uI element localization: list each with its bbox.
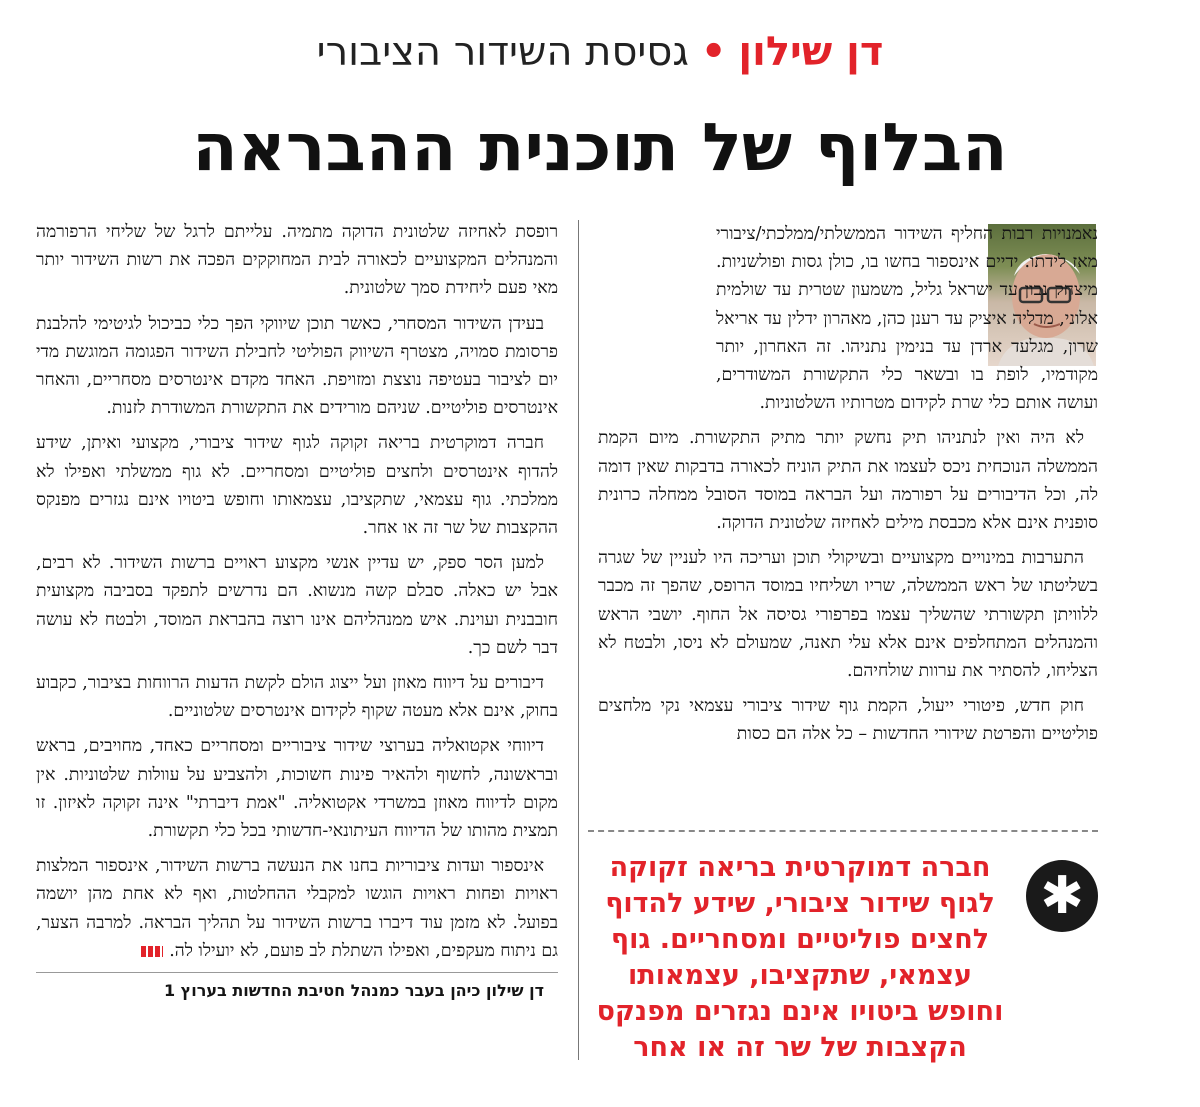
asterisk-icon: ✱ (1026, 860, 1098, 932)
series-title: גסיסת השידור הציבורי (316, 29, 689, 75)
paragraph: חברה דמוקרטית בריאה זקוקה לגוף שידור ציבורי, מקצועי ואיתן, שידע להדוף אינטרסים ולחצים פוליטיים ומסחריים. לא גוף ממשלתי ואפילו לא ממלכתי. גוף עצמאי, שתקציבו, עצמאותו וחופש ביטויו אינם נגזרים מפנקס ההקצבות של שר זה או אחר. (36, 433, 558, 539)
paragraph: חוק חדש, פיטורי ייעול, הקמת גוף שידור ציבורי עצמאי נקי מלחצים פוליטיים והפרטת שידורי החדשות – כל אלה הם כסות (598, 696, 1098, 745)
paragraph: דיבורים על דיווח מאוזן ועל ייצוג הולם לקשת הדעות הרווחות בציבור, כקבוע בחוק, אינם אלא מעטה שקוף לקידום אינטרסים שלטוניים. (36, 673, 558, 722)
paragraph-text: אינספור ועדות ציבוריות בחנו את הנעשה ברשות השידור, אינספור המלצות ראויות ופחות ראויות הוגשו למקבלי ההחלטות, ואף לא אחת מהן יושמה בפועל. לא מזמן עוד דיברו ברשות השידור על תהליך הבראה. למרבה הצער, גם ניתוח מעקפים, ואפילו השתלת לב פועם, לא יועילו לה. (36, 856, 558, 961)
paragraph: נאמנויות רבות החליף השידור הממשלתי/ממלכתי/ציבורי מאז לידתו. ידיים אינספור בחשו בו, כולן גסות ופולשניות. מיצחק נבון עד ישראל גליל, משמעון שטרית עד שולמית אלוני, מדליה איציק עד רענן כהן, מאהרון ידלין עד אריאל שרון, מגלעד ארדן עד בנימין נתניהו. זה האחרון, יותר מקודמיו, לופת בו ובשאר כלי התקשורת המשודרים, ועושה אותם כלי שרת לקידום מטרותיו השלטוניות. (716, 224, 1098, 414)
pullquote: חברה דמוקרטית בריאה זקוקה לגוף שידור ציבורי, שידע להדוף לחצים פוליטיים ומסחריים. גוף עצמאי, שתקציבו, עצמאותו וחופש ביטויו אינם נגזרים מפנקס הקצבות של שר זה או אחר (596, 852, 1004, 1063)
author-bio: דן שילון כיהן בעבר כמנהל חטיבת החדשות בערוץ 1 (36, 972, 558, 1005)
paragraph-last (36, 852, 558, 965)
paragraph: לא היה ואין לנתניהו תיק נחשק יותר מתיק התקשורת. מיום הקמת הממשלה הנוכחית ניכס לעצמו את התיק הוניח לכאורה בדבקות שאין דומה לה, וכל הדיבורים על רפורמה ועל הבראה במוסד הסובל ממחלה כרונית סופנית אינם אלא מכבסת מילים לאחיזה שלטונית הדוקה. (598, 428, 1098, 534)
left-column (36, 218, 558, 1012)
author-name: דן שילון (738, 29, 884, 75)
right-column (598, 220, 1098, 756)
paragraph: דיווחי אקטואליה בערוצי שידור ציבוריים ומסחריים כאחד, מחויבים, בראש ובראשונה, לחשוף ולהאיר פינות חשוכות, ולהצביע על עוולות שלטוניות. אין מקום לדיווח מאוזן במשרדי אקטואליה. "אמת דיברתי" אינה זקוקה לאיזון. זו תמצית מהותו של הדיווח העיתונאי-חדשותי בכל כלי תקשורת. (36, 736, 558, 842)
pullquote-divider (588, 830, 1098, 832)
paragraph: בעידן השידור המסחרי, כאשר תוכן שיווקי הפך כלי כביכול לגיטימי להלבנת פרסומת סמויה, מצטרף השיווק הפוליטי לחבילת השידור הפגומה המוגשת מדי יום לציבור בעטיפה נוצצת ומזויפת. האחד מקדם אינטרסים מסחריים, והאחר אינטרסים פוליטיים. שניהם מורידים את התקשורת המשודרת לזנות. (36, 313, 558, 419)
paragraph: למען הסר ספק, יש עדיין אנשי מקצוע ראויים ברשות השידור. לא רבים, אבל יש כאלה. סבלם קשה מנשוא. הם נדרשים לתפקד בסביבה מקצועית חובבנית ועוינת. איש ממנהליהם אינו רוצה בהבראת המוסד, ולבטח לא עושה דבר לשם כך. (36, 553, 558, 658)
headline: הבלוף של תוכנית ההבראה (192, 109, 1008, 186)
column-divider (578, 220, 579, 1060)
separator-dot: • (700, 29, 727, 75)
paragraph: התערבות במינויים מקצועיים ובשיקולי תוכן ועריכה היו לעניין של שגרה בשליטתו של ראש הממשלה, שריו ושליחיו במוסד הרופס, שהפך זה מכבר ללוויתן תקשורתי שהשליך עצמו בפרפורי גסיסה אל החוף. יושבי הראש והמנהלים המתחלפים אינם אלא עלי תאנה, שמעולם לא ניסו, ולבטח לא הצליחו, להסתיר את ערוות שולחיהם. (598, 548, 1098, 682)
paragraph: רופסת לאחיזה שלטונית הדוקה מתמיה. עלייתם לרגל של שליחי הרפורמה והמנהלים המקצועיים לכאורה לבית המחוקקים הפכה את רשות השידור יותר מאי פעם ליחידת סמך שלטונית. (36, 222, 558, 299)
end-mark-icon (141, 946, 163, 957)
kicker (0, 26, 1200, 78)
